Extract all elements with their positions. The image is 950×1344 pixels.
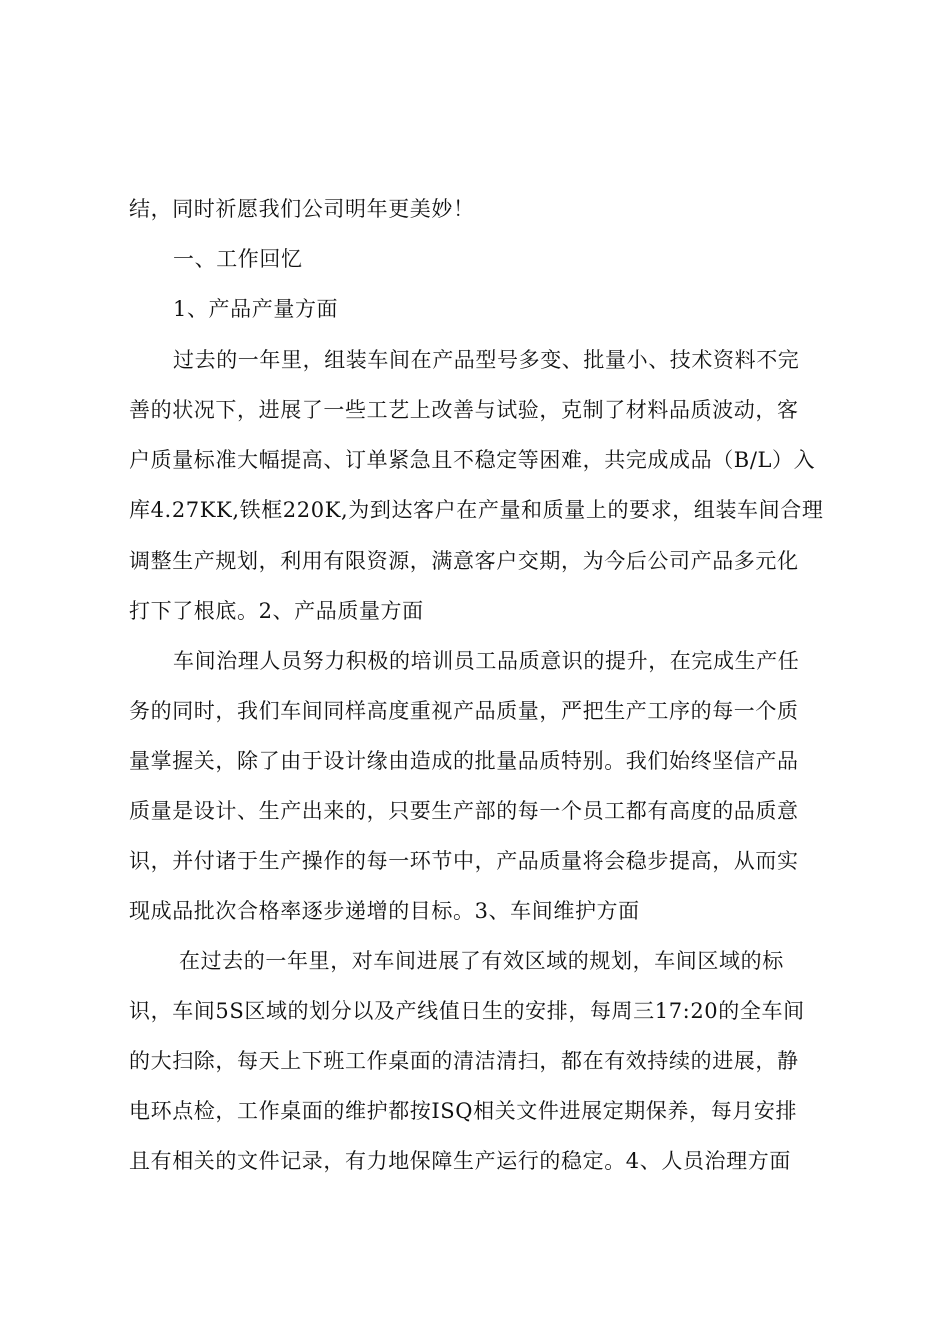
paragraph-line: 现成品批次合格率逐步递增的目标。3、车间维护方面	[129, 899, 640, 923]
section-heading: 一、工作回忆	[173, 247, 303, 271]
paragraph-line: 善的状况下，进展了一些工艺上改善与试验，克制了材料品质波动，客	[129, 398, 799, 422]
paragraph-line: 且有相关的文件记录，有力地保障生产运行的稳定。4、人员治理方面	[129, 1149, 791, 1173]
paragraph-line: 车间治理人员努力积极的培训员工品质意识的提升，在完成生产任	[173, 649, 800, 673]
subsection-heading: 1、产品产量方面	[173, 297, 339, 321]
paragraph-line: 户质量标准大幅提高、订单紧急且不稳定等困难，共完成成品（B/L）入	[129, 448, 816, 472]
paragraph-line: 识，并付诸于生产操作的每一环节中，产品质量将会稳步提高，从而实	[129, 849, 799, 873]
paragraph-line: 在过去的一年里，对车间进展了有效区域的规划，车间区域的标	[179, 949, 784, 973]
paragraph-line: 打下了根底。2、产品质量方面	[129, 599, 424, 623]
paragraph-line: 调整生产规划，利用有限资源，满意客户交期，为今后公司产品多元化	[129, 549, 799, 573]
paragraph-line: 识，车间5S区域的划分以及产线值日生的安排，每周三17:20的全车间	[129, 999, 805, 1023]
paragraph-line: 的大扫除，每天上下班工作桌面的清洁清扫，都在有效持续的进展，静	[129, 1049, 799, 1073]
paragraph-line: 结，同时祈愿我们公司明年更美妙！	[129, 197, 475, 221]
paragraph-line: 过去的一年里，组装车间在产品型号多变、批量小、技术资料不完	[173, 348, 800, 372]
paragraph-line: 务的同时，我们车间同样高度重视产品质量，严把生产工序的每一个质	[129, 699, 799, 723]
paragraph-line: 电环点检，工作桌面的维护都按ISQ相关文件进展定期保养，每月安排	[129, 1099, 798, 1123]
paragraph-line: 库4.27KK,铁框220K,为到达客户在产量和质量上的要求，组装车间合理	[129, 498, 824, 522]
paragraph-line: 质量是设计、生产出来的，只要生产部的每一个员工都有高度的品质意	[129, 799, 799, 823]
paragraph-line: 量掌握关，除了由于设计缘由造成的批量品质特别。我们始终坚信产品	[129, 749, 799, 773]
